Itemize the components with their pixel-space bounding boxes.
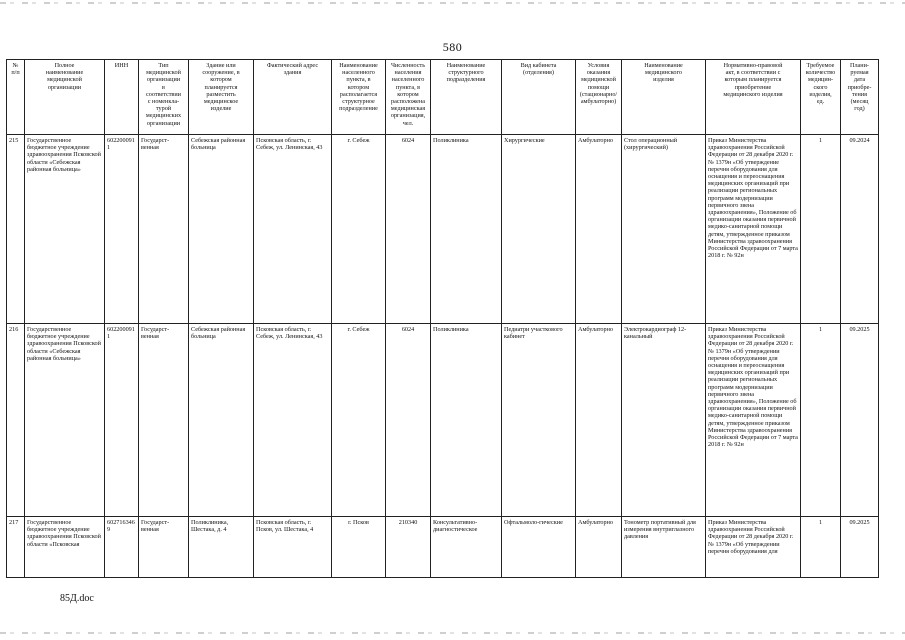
cell-quantity: 1 xyxy=(801,517,841,578)
cell-num: 216 xyxy=(7,324,25,517)
cell-legal-act: Приказ Министерства здравоохранения Российской Федерации от 28 декабря 2020 г. № 1379н «Об утверждении перечня оборудования для xyxy=(706,517,801,578)
cell-population: 6024 xyxy=(386,324,431,517)
header-locality: Наименование населенного пункта, в котором располагается структурное подразделение xyxy=(332,60,386,135)
header-legal-act: Нормативно-правовой акт, в соответствии с которым планируется приобретение медицинского изделия xyxy=(706,60,801,135)
cell-locality: г. Себеж xyxy=(332,135,386,324)
cell-legal-act: Приказ Министерства здравоохранения Российской Федерации от 28 декабря 2020 г. № 1379н «Об утверждение перечня оборудования для оснащения и переоснащения медицинских организаций при реализации региональных программ модернизации первичного звена здравоохранения», Положение об организации оказания первичной медико-санитарной помощи детям, утвержденное приказом Министерства здравоохранения Российской Федерации от 7 марта 2018 г. № 92н xyxy=(706,135,801,324)
cell-building: Поликлиника, Шестака, д. 4 xyxy=(189,517,254,578)
equipment-table-container xyxy=(6,59,872,590)
cell-type: Государст-венная xyxy=(139,517,189,578)
header-quantity: Требуемое количество медицин- ского изделия, ед. xyxy=(801,60,841,135)
cell-conditions: Амбулаторно xyxy=(576,324,622,517)
header-device: Наименование медицинского изделия xyxy=(622,60,706,135)
cell-type: Государст-венная xyxy=(139,324,189,517)
header-cabinet: Вид кабинета (отделения) xyxy=(502,60,576,135)
cell-date: 09.2025 xyxy=(841,324,879,517)
header-num: № п/п xyxy=(7,60,25,135)
cell-cabinet: Хирургические xyxy=(502,135,576,324)
cell-device: Электрокардиограф 12-канальный xyxy=(622,324,706,517)
table-row xyxy=(7,517,879,578)
cell-inn: 6022000911 xyxy=(105,324,139,517)
cell-cabinet: Офтальмоло-гические xyxy=(502,517,576,578)
cell-conditions: Амбулаторно xyxy=(576,135,622,324)
cell-subdivision: Консультативно-диагностическое xyxy=(431,517,502,578)
header-org: Полное наименование медицинской организации xyxy=(25,60,105,135)
cell-org: Государственное бюджетное учреждение здравоохранения Псковской области «Псковская xyxy=(25,517,105,578)
page-number: 580 xyxy=(442,40,463,54)
header-type: Тип медицинской организации в соответствии с номенкла- турой медицинских организации xyxy=(139,60,189,135)
cell-locality: г. Псков xyxy=(332,517,386,578)
table-row xyxy=(7,324,879,517)
cell-address: Псковская область, г. Псков, ул. Шестака, 4 xyxy=(254,517,332,578)
cell-building: Себежская районная больница xyxy=(189,135,254,324)
cell-type: Государст-венная xyxy=(139,135,189,324)
equipment-table xyxy=(6,59,879,578)
header-subdivision: Наименование структурного подразделения xyxy=(431,60,502,135)
table-header-row xyxy=(7,60,879,135)
header-population: Численность населения населенного пункта, в котором расположена медицинская организация, чел. xyxy=(386,60,431,135)
scan-artifact-bottom xyxy=(0,632,905,634)
cell-num: 215 xyxy=(7,135,25,324)
footer-filename: 85Д.doc xyxy=(60,593,94,604)
cell-locality: г. Себеж xyxy=(332,324,386,517)
header-conditions: Условия оказания медицинской помощи (стационарно/ амбулаторно) xyxy=(576,60,622,135)
scan-artifact-top xyxy=(0,2,905,4)
cell-org: Государственное бюджетное учреждение здравоохранения Псковской области «Себежская районная больница» xyxy=(25,135,105,324)
cell-subdivision: Поликлиника xyxy=(431,135,502,324)
cell-legal-act: Приказ Министерства здравоохранения Российской Федерации от 28 декабря 2020 г. № 1379н «Об утверждении перечня оборудования для оснащения и переоснащения медицинских организаций при реализации региональных программ модернизации первичного звена здравоохранения», Положение об организации оказания первичной медико-санитарной помощи детям, утвержденное приказом Министерства здравоохранения Российской Федерации от 7 марта 2018 г. № 92н xyxy=(706,324,801,517)
cell-population: 6024 xyxy=(386,135,431,324)
cell-address: Псковская область, г. Себеж, ул. Ленинская, 43 xyxy=(254,324,332,517)
cell-org: Государственное бюджетное учреждение здравоохранения Псковской области «Себежская районная больница» xyxy=(25,324,105,517)
cell-population: 210340 xyxy=(386,517,431,578)
header-address: Фактический адрес здания xyxy=(254,60,332,135)
cell-address: Псковская область, г. Себеж, ул. Ленинская, 43 xyxy=(254,135,332,324)
cell-building: Себежская районная больница xyxy=(189,324,254,517)
cell-inn: 6027163469 xyxy=(105,517,139,578)
table-row xyxy=(7,135,879,324)
header-date: Плани- руемая дата приобре- тения (месяц год) xyxy=(841,60,879,135)
cell-inn: 6022000911 xyxy=(105,135,139,324)
cell-quantity: 1 xyxy=(801,135,841,324)
cell-quantity: 1 xyxy=(801,324,841,517)
header-building: Здание или сооружение, в котором планируется разместить медицинское изделие xyxy=(189,60,254,135)
cell-conditions: Амбулаторно xyxy=(576,517,622,578)
header-inn: ИНН xyxy=(105,60,139,135)
cell-subdivision: Поликлиника xyxy=(431,324,502,517)
cell-cabinet: Педиатри участкового кабинет xyxy=(502,324,576,517)
cell-num: 217 xyxy=(7,517,25,578)
cell-date: 09.2024 xyxy=(841,135,879,324)
cell-device: Стол операционный (хирургический) xyxy=(622,135,706,324)
cell-device: Тонометр портативный для измерения внутриглазного давления xyxy=(622,517,706,578)
cell-date: 09.2025 xyxy=(841,517,879,578)
